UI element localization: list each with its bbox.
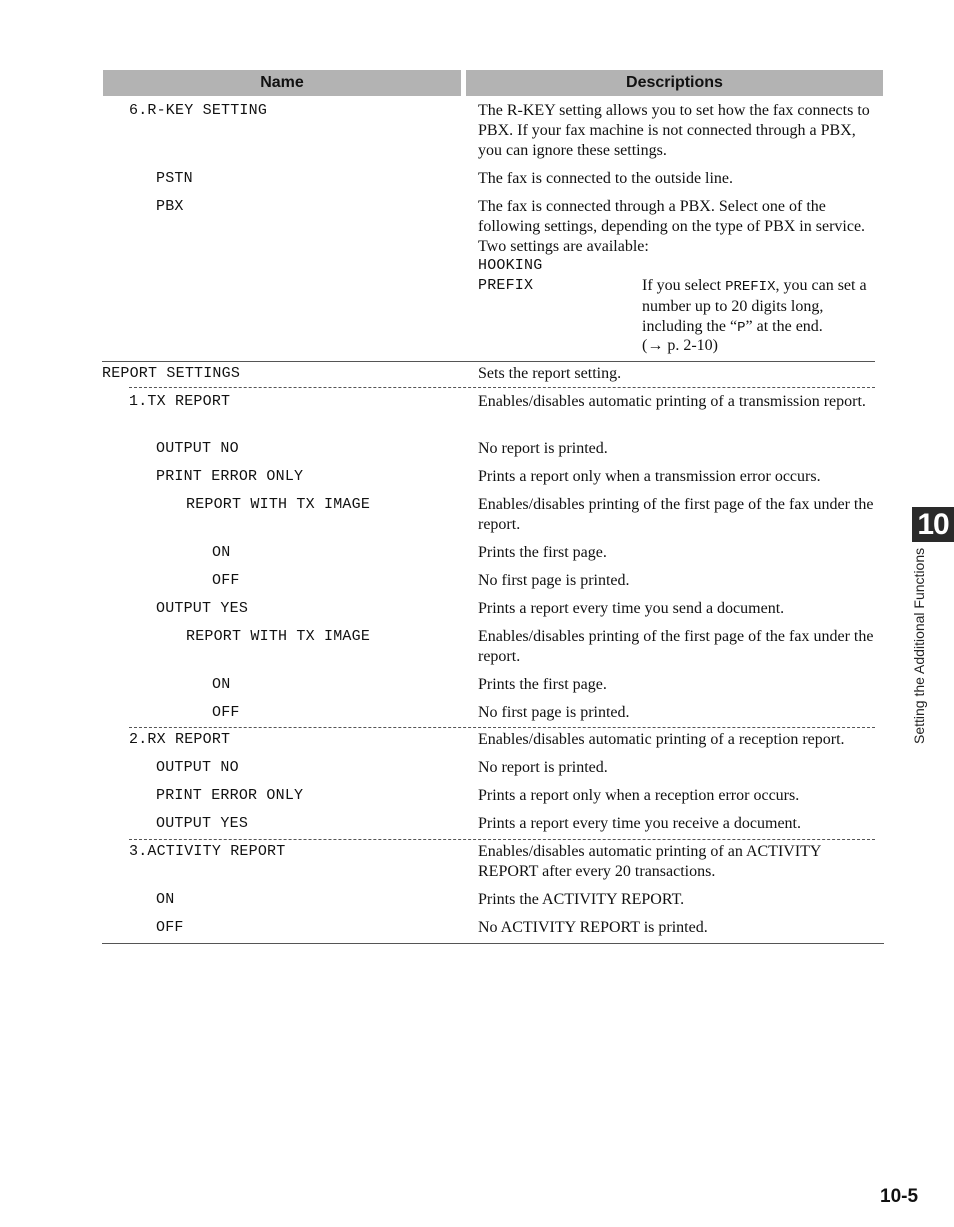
activity-report-desc: Enables/disables automatic printing of an ACTIVITY REPORT after every 20 transactions. bbox=[478, 843, 821, 880]
pstn-name: PSTN bbox=[156, 170, 193, 187]
prefix-option: PREFIX bbox=[478, 277, 534, 294]
section-divider bbox=[102, 361, 875, 362]
dashed-divider bbox=[129, 839, 875, 840]
tx-image-off-name-2: OFF bbox=[212, 704, 240, 721]
pbx-name: PBX bbox=[156, 198, 184, 215]
tx-output-no-desc: No report is printed. bbox=[478, 440, 608, 457]
prefix-desc: If you select PREFIX, you can set a number up to 20 digits long, including the “P” at the end. bbox=[642, 277, 867, 336]
tx-report-image-desc-2: Enables/disables printing of the first page of the fax under the report. bbox=[478, 628, 874, 665]
tx-image-off-name: OFF bbox=[212, 572, 240, 589]
tx-output-no-name: OUTPUT NO bbox=[156, 440, 239, 457]
page-number: 10-5 bbox=[880, 1186, 919, 1207]
rx-output-no-desc: No report is printed. bbox=[478, 759, 608, 776]
activity-on-desc: Prints the ACTIVITY REPORT. bbox=[478, 891, 685, 908]
tx-image-on-name-2: ON bbox=[212, 676, 231, 693]
hooking-option: HOOKING bbox=[478, 257, 543, 274]
tx-output-yes-desc: Prints a report every time you send a document. bbox=[478, 600, 785, 617]
dashed-divider bbox=[129, 387, 875, 388]
activity-report-name: 3.ACTIVITY REPORT bbox=[129, 843, 286, 860]
rx-output-yes-name: OUTPUT YES bbox=[156, 815, 249, 832]
column-header-name: Name bbox=[103, 70, 461, 96]
activity-on-name: ON bbox=[156, 891, 175, 908]
tx-report-desc: Enables/disables automatic printing of a transmission report. bbox=[478, 393, 866, 410]
rx-output-no-name: OUTPUT NO bbox=[156, 759, 239, 776]
column-header-descriptions: Descriptions bbox=[466, 70, 883, 96]
report-settings-name: REPORT SETTINGS bbox=[102, 365, 241, 382]
tx-image-on-desc-2: Prints the first page. bbox=[478, 676, 607, 693]
activity-off-desc: No ACTIVITY REPORT is printed. bbox=[478, 919, 708, 936]
rx-report-name: 2.RX REPORT bbox=[129, 731, 231, 748]
activity-off-name: OFF bbox=[156, 919, 184, 936]
tx-report-image-name: REPORT WITH TX IMAGE bbox=[186, 496, 371, 513]
chapter-title: Setting the Additional Functions bbox=[911, 547, 927, 744]
prefix-page-ref: (→ p. 2-10) bbox=[642, 337, 718, 354]
tx-output-yes-name: OUTPUT YES bbox=[156, 600, 249, 617]
rx-output-yes-desc: Prints a report every time you receive a document. bbox=[478, 815, 801, 832]
tx-print-error-name: PRINT ERROR ONLY bbox=[156, 468, 304, 485]
pbx-desc: The fax is connected through a PBX. Select one of the following settings, depending on the type of PBX in service. Two settings are available: bbox=[478, 198, 866, 255]
tx-image-on-name: ON bbox=[212, 544, 231, 561]
tx-image-on-desc: Prints the first page. bbox=[478, 544, 607, 561]
report-settings-desc: Sets the report setting. bbox=[478, 365, 622, 382]
rx-print-error-desc: Prints a report only when a reception error occurs. bbox=[478, 787, 800, 804]
dashed-divider bbox=[129, 727, 875, 728]
tx-image-off-desc: No first page is printed. bbox=[478, 572, 630, 589]
tx-report-name: 1.TX REPORT bbox=[129, 393, 231, 410]
rx-print-error-name: PRINT ERROR ONLY bbox=[156, 787, 304, 804]
table-bottom-rule bbox=[102, 943, 884, 944]
tx-image-off-desc-2: No first page is printed. bbox=[478, 704, 630, 721]
pstn-desc: The fax is connected to the outside line. bbox=[478, 170, 734, 187]
tx-report-image-desc: Enables/disables printing of the first page of the fax under the report. bbox=[478, 496, 874, 533]
rkey-setting-desc: The R-KEY setting allows you to set how the fax connects to PBX. If your fax machine is not connected through a PBX, you can ignore these settings. bbox=[478, 102, 870, 159]
tx-report-image-name-2: REPORT WITH TX IMAGE bbox=[186, 628, 371, 645]
tx-print-error-desc: Prints a report only when a transmission error occurs. bbox=[478, 468, 821, 485]
rkey-setting-name: 6.R-KEY SETTING bbox=[129, 102, 268, 119]
rx-report-desc: Enables/disables automatic printing of a reception report. bbox=[478, 731, 845, 748]
chapter-tab: 10 bbox=[912, 507, 954, 542]
